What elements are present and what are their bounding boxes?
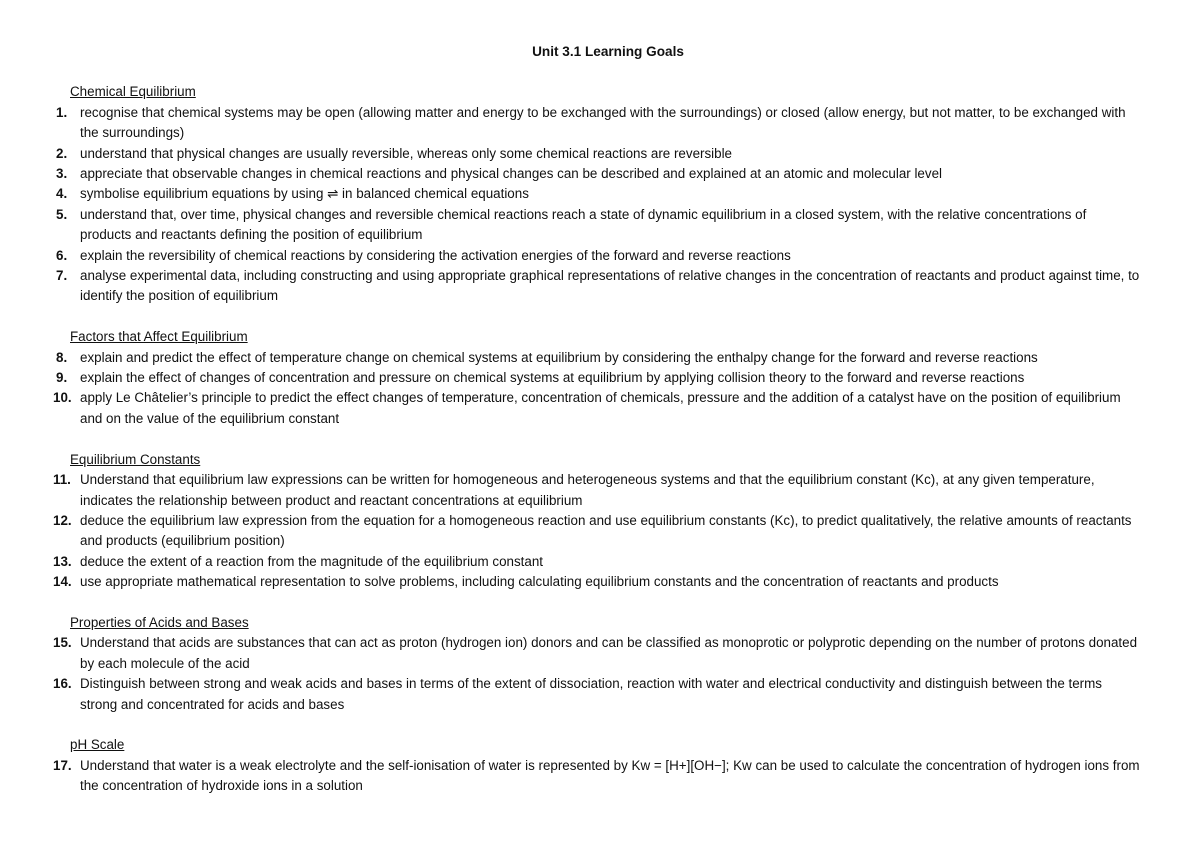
document-title: Unit 3.1 Learning Goals bbox=[532, 44, 684, 59]
goal-number: 9. bbox=[56, 370, 68, 386]
goal-number: 11. bbox=[53, 472, 71, 488]
learning-goal bbox=[56, 368, 1140, 388]
goal-number: 3. bbox=[56, 166, 68, 182]
goal-number: 12. bbox=[53, 512, 72, 528]
goal-text: Distinguish between strong and weak acids and bases in terms of the extent of dissociation, reaction with water and electrical conductivity and distinguish between the terms strong and concentrated for acids and bases bbox=[80, 676, 1102, 712]
goal-number: 17. bbox=[53, 757, 72, 773]
learning-goal bbox=[56, 266, 1140, 307]
section-heading: pH Scale bbox=[70, 737, 125, 753]
goal-text: explain and predict the effect of temperature change on chemical systems at equilibrium by considering the enthalpy change for the forward and reverse reactions bbox=[80, 349, 1038, 365]
learning-goal bbox=[56, 205, 1140, 246]
goal-number: 14. bbox=[53, 574, 72, 590]
goal-text: explain the effect of changes of concentration and pressure on chemical systems at equilibrium by applying collision theory to the forward and reverse reactions bbox=[80, 370, 1025, 386]
goal-number: 6. bbox=[56, 247, 68, 263]
goal-number: 7. bbox=[56, 268, 68, 284]
section-heading: Equilibrium Constants bbox=[70, 451, 201, 467]
goal-text: Understand that equilibrium law expressions can be written for homogeneous and heterogeneous systems and that the equilibrium constant (Kc), at any given temperature, indicates the relationship between product and reactant concentrations at equilibrium bbox=[80, 472, 1095, 508]
goal-number: 15. bbox=[53, 635, 72, 651]
goal-number: 5. bbox=[56, 206, 68, 222]
goal-text: apply Le Châtelier’s principle to predict the effect changes of temperature, concentration of chemicals, pressure and the addition of a catalyst have on the position of equilibrium and on the value of the equilibrium constant bbox=[80, 390, 1121, 426]
goal-text: use appropriate mathematical representation to solve problems, including calculating equilibrium constants and the concentration of reactants and products bbox=[80, 574, 999, 590]
goal-text: recognise that chemical systems may be open (allowing matter and energy to be exchanged with the surroundings) or closed (allow energy, but not matter, to be exchanged with the surroundings) bbox=[80, 104, 1126, 141]
goal-number: 16. bbox=[53, 676, 72, 692]
goal-text: Understand that acids are substances that can act as proton (hydrogen ion) donors and can be classified as monoprotic or polyprotic depending on the number of protons donated by each molecule of the acid bbox=[80, 635, 1138, 671]
section-factors-that-affect-equilibrium bbox=[53, 327, 1140, 429]
goal-text: understand that physical changes are usually reversible, whereas only some chemical reactions are reversible bbox=[80, 145, 733, 161]
goal-text: deduce the extent of a reaction from the magnitude of the equilibrium constant bbox=[80, 553, 544, 569]
section-properties-of-acids-and-bases bbox=[53, 613, 1140, 715]
learning-goal bbox=[53, 552, 1140, 572]
learning-goal bbox=[56, 103, 1140, 144]
learning-goal bbox=[56, 164, 1140, 184]
goal-number: 2. bbox=[56, 145, 68, 161]
goal-number: 10. bbox=[53, 390, 72, 406]
learning-goal bbox=[53, 572, 1140, 592]
section-heading: Chemical Equilibrium bbox=[70, 84, 196, 100]
goal-text: analyse experimental data, including constructing and using appropriate graphical representations of relative changes in the concentration of reactants and product against time, to identify the position of equilibrium bbox=[80, 268, 1140, 304]
goal-text: explain the reversibility of chemical reactions by considering the activation energies of the forward and reverse reactions bbox=[80, 247, 791, 263]
goal-number: 1. bbox=[56, 104, 68, 120]
learning-goal bbox=[56, 246, 1140, 266]
section-equilibrium-constants bbox=[53, 450, 1140, 593]
learning-goal bbox=[53, 511, 1140, 552]
goal-text: understand that, over time, physical changes and reversible chemical reactions reach a state of dynamic equilibrium in a closed system, with the relative concentrations of products and reactants defining the position of equilibrium bbox=[80, 206, 1087, 243]
learning-goal bbox=[56, 184, 1140, 204]
goal-text: appreciate that observable changes in chemical reactions and physical changes can be described and explained at an atomic and molecular level bbox=[80, 166, 942, 182]
goal-text: symbolise equilibrium equations by using ⇌ in balanced chemical equations bbox=[80, 186, 529, 202]
section-heading: Factors that Affect Equilibrium bbox=[70, 329, 248, 345]
learning-goal bbox=[53, 388, 1140, 429]
learning-goal bbox=[53, 633, 1140, 674]
goal-number: 8. bbox=[56, 349, 68, 365]
learning-goal bbox=[53, 756, 1140, 797]
section-ph-scale bbox=[53, 735, 1140, 796]
learning-goal bbox=[53, 674, 1140, 715]
learning-goal bbox=[56, 144, 1140, 164]
learning-goal bbox=[53, 470, 1140, 511]
goal-text: deduce the equilibrium law expression from the equation for a homogeneous reaction and use equilibrium constants (Kc), to predict qualitatively, the relative amounts of reactants and products (equilibrium position) bbox=[80, 512, 1132, 549]
goal-number: 13. bbox=[53, 553, 72, 569]
learning-goal bbox=[56, 348, 1140, 368]
goal-text: Understand that water is a weak electrolyte and the self-ionisation of water is represented by Kw = [H+][OH−]; Kw can be used to calculate the concentration of hydrogen ions from the concentration of hydroxide ions in a solution bbox=[80, 757, 1140, 794]
section-heading: Properties of Acids and Bases bbox=[70, 614, 249, 630]
section-chemical-equilibrium bbox=[56, 82, 1140, 306]
goal-number: 4. bbox=[56, 186, 68, 202]
